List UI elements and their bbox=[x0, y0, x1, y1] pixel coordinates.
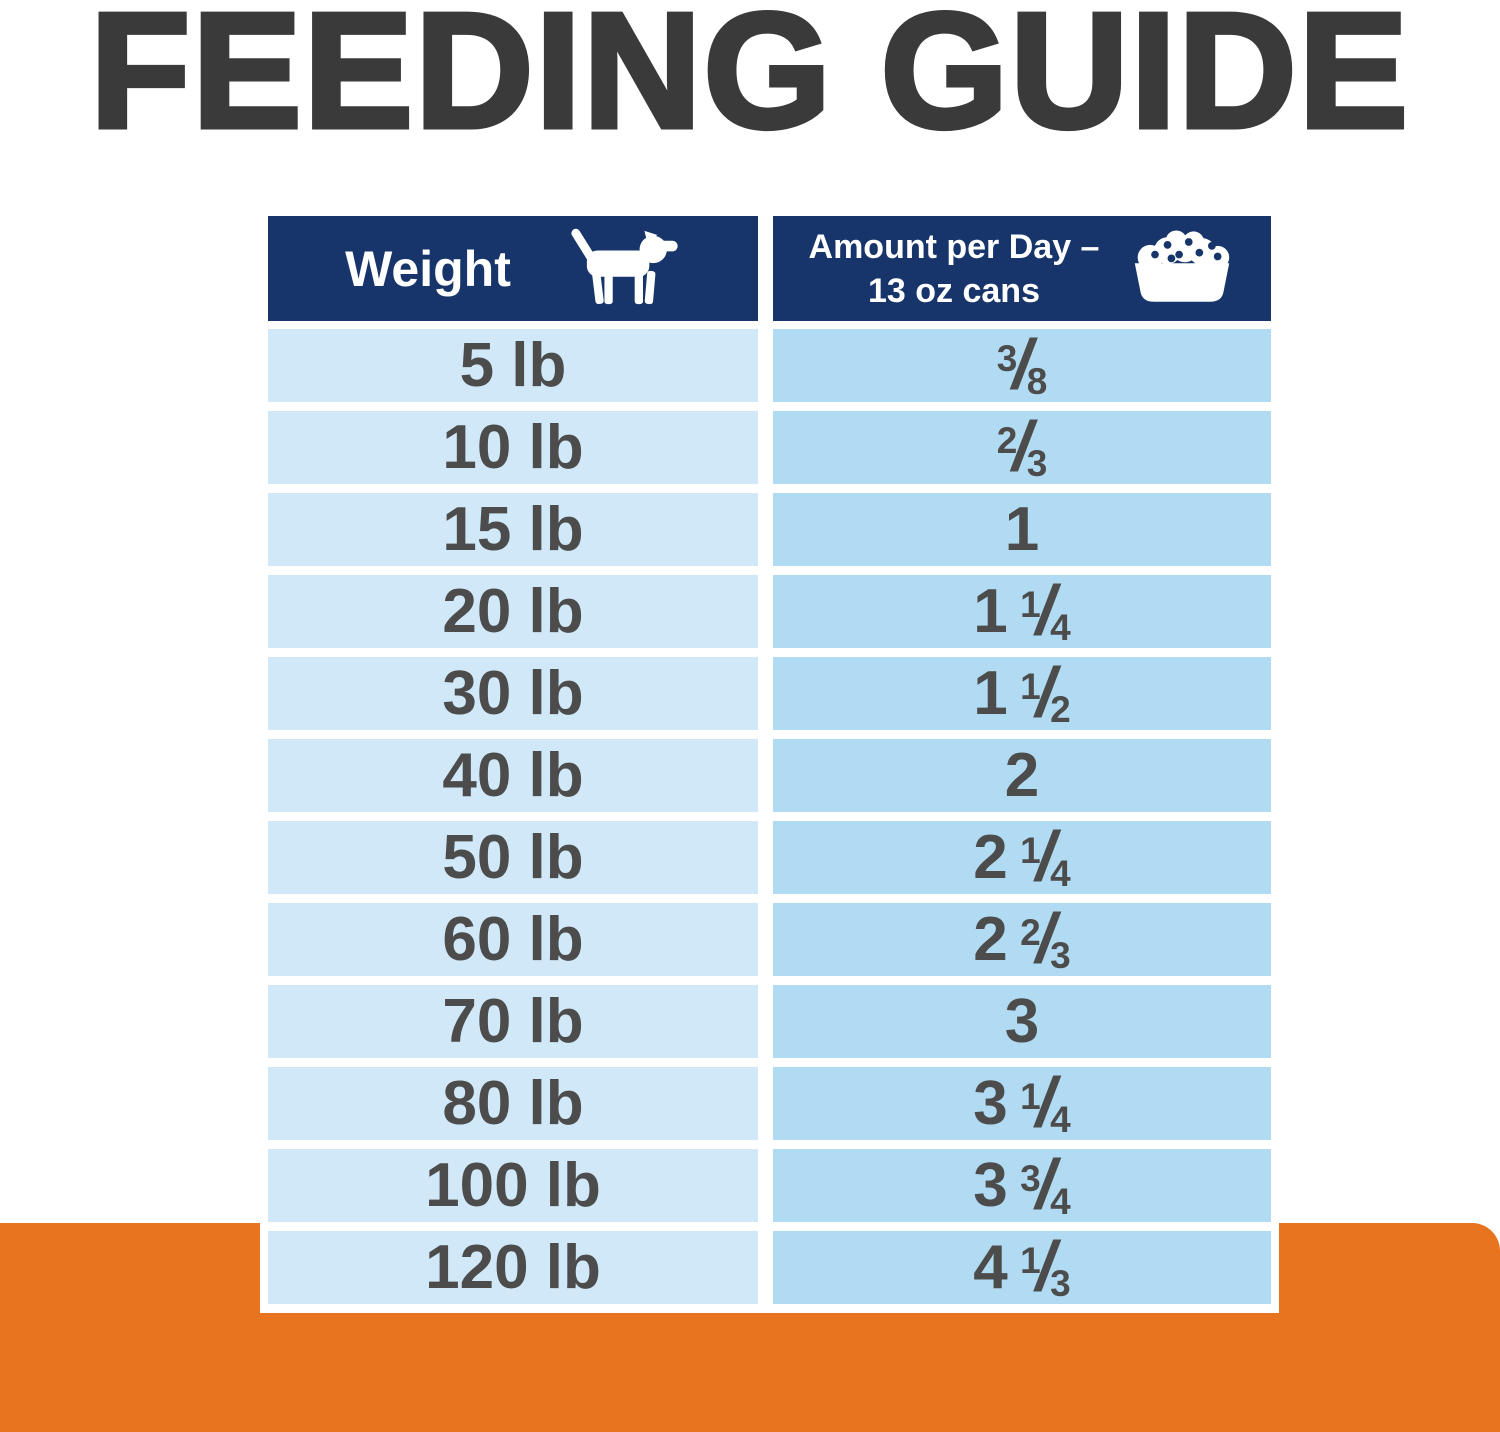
amount-cell bbox=[773, 1226, 1271, 1305]
fraction-slash: / bbox=[1035, 1062, 1056, 1141]
fraction-numerator: 1 bbox=[1020, 665, 1041, 707]
fraction-denominator: 3 bbox=[1050, 1262, 1071, 1304]
amount-cell bbox=[773, 570, 1271, 649]
weight-cell bbox=[268, 1067, 758, 1140]
amount-cell bbox=[773, 1144, 1271, 1223]
food-bowl-icon bbox=[1129, 228, 1235, 310]
table-row bbox=[268, 324, 1271, 403]
table-row bbox=[268, 985, 1271, 1058]
fraction-slash: / bbox=[1012, 406, 1032, 485]
table-row bbox=[268, 739, 1271, 812]
table-row bbox=[268, 652, 1271, 731]
fraction-numerator: 1 bbox=[1020, 1075, 1041, 1117]
amount-whole: 1 bbox=[1004, 495, 1040, 564]
feeding-guide-table bbox=[268, 216, 1271, 1304]
amount-cell bbox=[773, 739, 1271, 812]
amount-cell bbox=[773, 406, 1271, 485]
amount-whole: 1 bbox=[973, 659, 1008, 728]
weight-cell bbox=[268, 1149, 758, 1222]
amount-whole: 2 bbox=[973, 823, 1008, 892]
fraction-slash: / bbox=[1035, 1144, 1056, 1223]
weight-value: 50 lb bbox=[442, 823, 584, 892]
amount-cell bbox=[773, 1062, 1271, 1141]
weight-cell bbox=[268, 329, 758, 402]
fraction-numerator: 1 bbox=[1020, 829, 1041, 871]
weight-cell bbox=[268, 575, 758, 648]
fraction-numerator: 2 bbox=[996, 419, 1018, 461]
amount-whole: 3 bbox=[973, 1069, 1008, 1138]
amount-whole: 3 bbox=[973, 1151, 1008, 1220]
amount-fraction bbox=[1020, 900, 1071, 980]
fraction-denominator: 4 bbox=[1050, 852, 1071, 894]
weight-column-header bbox=[268, 216, 758, 321]
amount-fraction bbox=[1020, 572, 1071, 652]
fraction-slash: / bbox=[1012, 324, 1032, 403]
amount-cell bbox=[773, 816, 1271, 895]
table-row bbox=[268, 1062, 1271, 1141]
amount-cell bbox=[773, 985, 1271, 1058]
fraction-slash: / bbox=[1035, 570, 1056, 649]
fraction-denominator: 8 bbox=[1026, 360, 1048, 402]
weight-value: 10 lb bbox=[442, 413, 584, 482]
amount-whole: 1 bbox=[973, 577, 1008, 646]
fraction-denominator: 4 bbox=[1050, 606, 1071, 648]
amount-whole: 2 bbox=[973, 905, 1008, 974]
amount-fraction bbox=[997, 408, 1048, 488]
table-row bbox=[268, 493, 1271, 566]
weight-value: 30 lb bbox=[442, 659, 584, 728]
fraction-numerator: 3 bbox=[1020, 1157, 1041, 1199]
weight-cell bbox=[268, 985, 758, 1058]
table-row bbox=[268, 816, 1271, 895]
weight-cell bbox=[268, 411, 758, 484]
table-row bbox=[268, 1144, 1271, 1223]
weight-value: 5 lb bbox=[459, 331, 567, 400]
fraction-denominator: 4 bbox=[1050, 1180, 1071, 1222]
fraction-slash: / bbox=[1035, 816, 1056, 895]
weight-value: 120 lb bbox=[425, 1233, 601, 1302]
weight-cell bbox=[268, 903, 758, 976]
fraction-numerator: 2 bbox=[1020, 911, 1041, 953]
weight-cell bbox=[268, 739, 758, 812]
amount-cell bbox=[773, 652, 1271, 731]
dog-icon bbox=[563, 228, 681, 310]
amount-cell bbox=[773, 898, 1271, 977]
page-title: FEEDING GUIDE bbox=[90, 0, 1410, 162]
weight-cell bbox=[268, 493, 758, 566]
amount-fraction bbox=[997, 326, 1048, 406]
amount-whole: 2 bbox=[1004, 741, 1040, 810]
weight-cell bbox=[268, 657, 758, 730]
amount-fraction bbox=[1020, 1064, 1071, 1144]
weight-value: 20 lb bbox=[442, 577, 584, 646]
fraction-slash: / bbox=[1035, 652, 1056, 731]
fraction-numerator: 1 bbox=[1020, 1239, 1041, 1281]
weight-value: 80 lb bbox=[442, 1069, 584, 1138]
fraction-slash: / bbox=[1035, 1226, 1056, 1305]
table-header-row bbox=[268, 216, 1271, 321]
weight-header-label: Weight bbox=[345, 240, 511, 297]
amount-fraction bbox=[1020, 654, 1071, 734]
weight-cell bbox=[268, 1231, 758, 1304]
table-row bbox=[268, 898, 1271, 977]
weight-value: 15 lb bbox=[442, 495, 584, 564]
amount-header-label bbox=[809, 225, 1100, 313]
amount-fraction bbox=[1020, 1146, 1071, 1226]
weight-value: 70 lb bbox=[442, 987, 584, 1056]
weight-value: 60 lb bbox=[442, 905, 584, 974]
fraction-numerator: 3 bbox=[996, 337, 1018, 379]
fraction-denominator: 4 bbox=[1050, 1098, 1071, 1140]
amount-fraction bbox=[1020, 818, 1071, 898]
fraction-slash: / bbox=[1035, 898, 1056, 977]
table-row bbox=[268, 406, 1271, 485]
amount-cell bbox=[773, 493, 1271, 566]
table-row bbox=[268, 1226, 1271, 1305]
amount-whole: 4 bbox=[973, 1233, 1008, 1302]
weight-cell bbox=[268, 821, 758, 894]
amount-header-line2: 13 oz cans bbox=[868, 271, 1040, 310]
fraction-denominator: 3 bbox=[1050, 934, 1071, 976]
amount-header-line1: Amount per Day – bbox=[808, 227, 1100, 266]
amount-fraction bbox=[1020, 1228, 1071, 1308]
weight-value: 40 lb bbox=[442, 741, 584, 810]
fraction-denominator: 3 bbox=[1026, 442, 1048, 484]
amount-column-header bbox=[773, 216, 1271, 321]
table-row bbox=[268, 570, 1271, 649]
fraction-denominator: 2 bbox=[1050, 688, 1071, 730]
amount-whole: 3 bbox=[1004, 987, 1040, 1056]
weight-value: 100 lb bbox=[425, 1151, 601, 1220]
fraction-numerator: 1 bbox=[1020, 583, 1041, 625]
amount-cell bbox=[773, 324, 1271, 403]
